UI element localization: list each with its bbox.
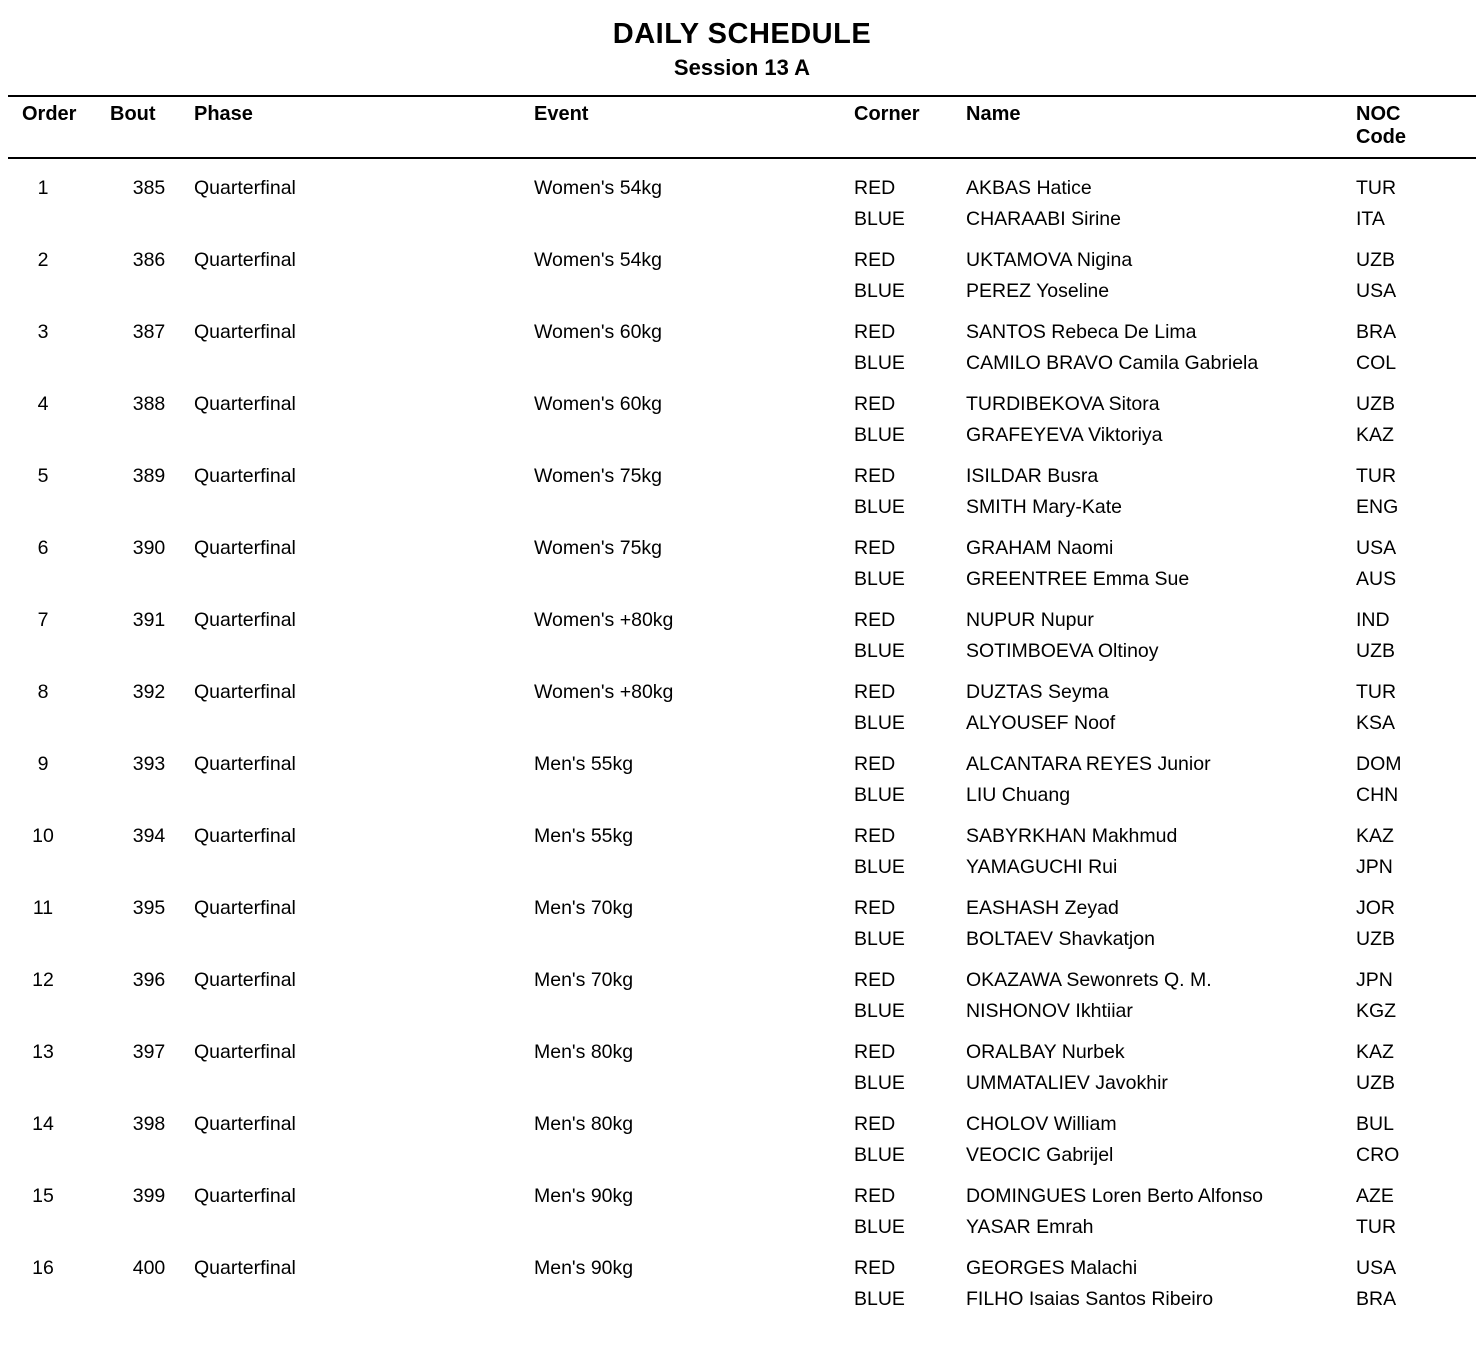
cell-corner <box>854 375 966 447</box>
cell-bout: 400 <box>132 1257 166 1279</box>
table-row <box>8 303 1476 375</box>
corner-red-label: RED <box>854 681 896 703</box>
cell-name <box>966 447 1356 519</box>
cell-order: 12 <box>32 969 54 991</box>
blue-noc-code: CRO <box>1356 1144 1400 1166</box>
cell-corner <box>854 1023 966 1095</box>
red-boxer-name: AKBAS Hatice <box>966 177 1092 199</box>
blue-boxer-name: CHARAABI Sirine <box>966 208 1121 230</box>
corner-blue-label: BLUE <box>854 208 905 230</box>
cell-name <box>966 303 1356 375</box>
cell-noc <box>1356 807 1476 879</box>
red-boxer-name: UKTAMOVA Nigina <box>966 249 1133 271</box>
corner-red-label: RED <box>854 393 896 415</box>
red-boxer-name: EASHASH Zeyad <box>966 897 1119 919</box>
corner-red-label: RED <box>854 1041 896 1063</box>
blue-boxer-name: LIU Chuang <box>966 784 1071 806</box>
red-noc-code: USA <box>1356 1257 1397 1279</box>
table-row <box>8 375 1476 447</box>
cell-noc <box>1356 1239 1476 1311</box>
red-noc-code: IND <box>1356 609 1390 631</box>
corner-blue-label: BLUE <box>854 496 905 518</box>
cell-order: 13 <box>32 1041 54 1063</box>
red-noc-code: JOR <box>1356 897 1395 919</box>
red-boxer-name: SANTOS Rebeca De Lima <box>966 321 1197 343</box>
cell-phase: Quarterfinal <box>194 249 296 271</box>
table-row <box>8 951 1476 1023</box>
red-boxer-name: GRAHAM Naomi <box>966 537 1114 559</box>
cell-noc <box>1356 375 1476 447</box>
blue-noc-code: UZB <box>1356 640 1395 662</box>
cell-event: Men's 70kg <box>534 969 634 991</box>
column-header-event: Event <box>534 96 854 158</box>
noc-header-line2: Code <box>1356 126 1406 148</box>
cell-event: Women's 75kg <box>534 465 663 487</box>
blue-noc-code: BRA <box>1356 1288 1397 1310</box>
cell-name <box>966 1167 1356 1239</box>
cell-phase: Quarterfinal <box>194 753 296 775</box>
cell-noc <box>1356 591 1476 663</box>
table-row <box>8 1023 1476 1095</box>
cell-bout: 396 <box>132 969 166 991</box>
cell-order: 5 <box>37 465 49 487</box>
corner-blue-label: BLUE <box>854 1144 905 1166</box>
cell-event: Men's 90kg <box>534 1185 634 1207</box>
blue-boxer-name: UMMATALIEV Javokhir <box>966 1072 1168 1094</box>
corner-blue-label: BLUE <box>854 928 905 950</box>
blue-boxer-name: SMITH Mary-Kate <box>966 496 1123 518</box>
cell-bout: 398 <box>132 1113 166 1135</box>
red-noc-code: DOM <box>1356 753 1402 775</box>
corner-red-label: RED <box>854 537 896 559</box>
blue-noc-code: JPN <box>1356 856 1393 878</box>
column-header-corner: Corner <box>854 96 966 158</box>
red-boxer-name: OKAZAWA Sewonrets Q. M. <box>966 969 1212 991</box>
blue-boxer-name: YAMAGUCHI Rui <box>966 856 1118 878</box>
table-row <box>8 231 1476 303</box>
cell-phase: Quarterfinal <box>194 609 296 631</box>
cell-corner <box>854 303 966 375</box>
red-noc-code: TUR <box>1356 681 1397 703</box>
cell-corner <box>854 1167 966 1239</box>
blue-noc-code: KGZ <box>1356 1000 1397 1022</box>
cell-phase: Quarterfinal <box>194 681 296 703</box>
cell-event: Women's +80kg <box>534 609 674 631</box>
cell-event: Women's 54kg <box>534 177 663 199</box>
cell-corner <box>854 231 966 303</box>
corner-red-label: RED <box>854 825 896 847</box>
corner-red-label: RED <box>854 1113 896 1135</box>
red-noc-code: JPN <box>1356 969 1393 991</box>
cell-noc <box>1356 158 1476 231</box>
cell-phase: Quarterfinal <box>194 321 296 343</box>
red-boxer-name: ISILDAR Busra <box>966 465 1099 487</box>
cell-phase: Quarterfinal <box>194 537 296 559</box>
cell-noc <box>1356 303 1476 375</box>
red-boxer-name: GEORGES Malachi <box>966 1257 1138 1279</box>
corner-blue-label: BLUE <box>854 784 905 806</box>
cell-corner <box>854 951 966 1023</box>
cell-corner <box>854 447 966 519</box>
red-boxer-name: TURDIBEKOVA Sitora <box>966 393 1160 415</box>
table-body <box>8 158 1476 1311</box>
blue-noc-code: UZB <box>1356 1072 1395 1094</box>
cell-phase: Quarterfinal <box>194 825 296 847</box>
cell-bout: 399 <box>132 1185 166 1207</box>
blue-boxer-name: CAMILO BRAVO Camila Gabriela <box>966 352 1259 374</box>
red-noc-code: BRA <box>1356 321 1397 343</box>
cell-corner <box>854 735 966 807</box>
table-row <box>8 447 1476 519</box>
cell-noc <box>1356 951 1476 1023</box>
cell-bout: 385 <box>132 177 166 199</box>
cell-bout: 390 <box>132 537 166 559</box>
blue-boxer-name: GREENTREE Emma Sue <box>966 568 1190 590</box>
cell-order: 14 <box>32 1113 54 1135</box>
red-boxer-name: DOMINGUES Loren Berto Alfonso <box>966 1185 1263 1207</box>
cell-name <box>966 375 1356 447</box>
red-boxer-name: DUZTAS Seyma <box>966 681 1109 703</box>
red-boxer-name: ALCANTARA REYES Junior <box>966 753 1211 775</box>
corner-red-label: RED <box>854 321 896 343</box>
corner-red-label: RED <box>854 177 896 199</box>
cell-order: 15 <box>32 1185 54 1207</box>
cell-order: 1 <box>37 177 49 199</box>
cell-noc <box>1356 1095 1476 1167</box>
corner-blue-label: BLUE <box>854 280 905 302</box>
corner-red-label: RED <box>854 753 896 775</box>
cell-bout: 392 <box>132 681 166 703</box>
table-row <box>8 591 1476 663</box>
cell-phase: Quarterfinal <box>194 969 296 991</box>
cell-event: Women's 75kg <box>534 537 663 559</box>
corner-blue-label: BLUE <box>854 1216 905 1238</box>
cell-phase: Quarterfinal <box>194 897 296 919</box>
cell-name <box>966 231 1356 303</box>
corner-blue-label: BLUE <box>854 640 905 662</box>
corner-blue-label: BLUE <box>854 424 905 446</box>
cell-event: Women's +80kg <box>534 681 674 703</box>
cell-bout: 394 <box>132 825 166 847</box>
schedule-table <box>8 95 1476 1311</box>
cell-corner <box>854 1095 966 1167</box>
column-header-order: Order <box>8 96 104 158</box>
red-boxer-name: SABYRKHAN Makhmud <box>966 825 1178 847</box>
cell-phase: Quarterfinal <box>194 1041 296 1063</box>
column-header-bout: Bout <box>104 96 194 158</box>
red-noc-code: UZB <box>1356 249 1395 271</box>
cell-order: 10 <box>32 825 54 847</box>
red-noc-code: TUR <box>1356 465 1397 487</box>
corner-red-label: RED <box>854 897 896 919</box>
cell-corner <box>854 591 966 663</box>
cell-noc <box>1356 735 1476 807</box>
table-row <box>8 807 1476 879</box>
cell-name <box>966 1239 1356 1311</box>
cell-noc <box>1356 1167 1476 1239</box>
cell-order: 16 <box>32 1257 54 1279</box>
corner-blue-label: BLUE <box>854 1072 905 1094</box>
blue-noc-code: CHN <box>1356 784 1399 806</box>
cell-name <box>966 663 1356 735</box>
cell-bout: 395 <box>132 897 166 919</box>
corner-red-label: RED <box>854 1257 896 1279</box>
blue-boxer-name: BOLTAEV Shavkatjon <box>966 928 1155 950</box>
cell-corner <box>854 1239 966 1311</box>
cell-noc <box>1356 447 1476 519</box>
cell-name <box>966 879 1356 951</box>
cell-event: Men's 90kg <box>534 1257 634 1279</box>
cell-event: Men's 55kg <box>534 825 634 847</box>
cell-order: 11 <box>32 897 54 919</box>
blue-noc-code: ITA <box>1356 208 1385 230</box>
cell-event: Women's 60kg <box>534 393 663 415</box>
cell-name <box>966 519 1356 591</box>
cell-bout: 387 <box>132 321 166 343</box>
header-row <box>8 96 1476 158</box>
blue-boxer-name: ALYOUSEF Noof <box>966 712 1116 734</box>
blue-boxer-name: VEOCIC Gabrijel <box>966 1144 1114 1166</box>
red-noc-code: KAZ <box>1356 825 1394 847</box>
table-row <box>8 1095 1476 1167</box>
cell-phase: Quarterfinal <box>194 393 296 415</box>
cell-event: Men's 80kg <box>534 1113 634 1135</box>
column-header-phase: Phase <box>194 96 534 158</box>
table-row <box>8 1167 1476 1239</box>
cell-bout: 397 <box>132 1041 166 1063</box>
cell-name <box>966 1095 1356 1167</box>
cell-corner <box>854 663 966 735</box>
corner-blue-label: BLUE <box>854 352 905 374</box>
cell-order: 9 <box>37 753 49 775</box>
red-boxer-name: ORALBAY Nurbek <box>966 1041 1125 1063</box>
cell-name <box>966 735 1356 807</box>
corner-red-label: RED <box>854 249 896 271</box>
table-row <box>8 663 1476 735</box>
page-title: DAILY SCHEDULE <box>612 18 872 50</box>
cell-order: 6 <box>37 537 49 559</box>
cell-event: Men's 55kg <box>534 753 634 775</box>
corner-blue-label: BLUE <box>854 1000 905 1022</box>
cell-bout: 388 <box>132 393 166 415</box>
blue-noc-code: AUS <box>1356 568 1397 590</box>
blue-noc-code: ENG <box>1356 496 1399 518</box>
table-row <box>8 879 1476 951</box>
blue-noc-code: USA <box>1356 280 1397 302</box>
blue-noc-code: KAZ <box>1356 424 1394 446</box>
blue-noc-code: COL <box>1356 352 1397 374</box>
cell-phase: Quarterfinal <box>194 177 296 199</box>
blue-boxer-name: SOTIMBOEVA Oltinoy <box>966 640 1159 662</box>
cell-name <box>966 807 1356 879</box>
cell-noc <box>1356 1023 1476 1095</box>
cell-name <box>966 591 1356 663</box>
cell-name <box>966 951 1356 1023</box>
blue-boxer-name: GRAFEYEVA Viktoriya <box>966 424 1163 446</box>
blue-boxer-name: YASAR Emrah <box>966 1216 1094 1238</box>
cell-phase: Quarterfinal <box>194 1257 296 1279</box>
column-header-noc-code <box>1356 96 1476 158</box>
corner-blue-label: BLUE <box>854 568 905 590</box>
corner-red-label: RED <box>854 969 896 991</box>
cell-name <box>966 158 1356 231</box>
red-boxer-name: CHOLOV William <box>966 1113 1117 1135</box>
cell-corner <box>854 807 966 879</box>
blue-boxer-name: NISHONOV Ikhtiiar <box>966 1000 1133 1022</box>
red-noc-code: BUL <box>1356 1113 1394 1135</box>
cell-phase: Quarterfinal <box>194 1185 296 1207</box>
blue-boxer-name: FILHO Isaias Santos Ribeiro <box>966 1288 1214 1310</box>
table-row <box>8 1239 1476 1311</box>
cell-name <box>966 1023 1356 1095</box>
corner-red-label: RED <box>854 1185 896 1207</box>
cell-noc <box>1356 231 1476 303</box>
cell-order: 7 <box>37 609 49 631</box>
cell-noc <box>1356 879 1476 951</box>
column-header-name: Name <box>966 96 1356 158</box>
red-noc-code: AZE <box>1356 1185 1394 1207</box>
cell-order: 8 <box>37 681 49 703</box>
cell-event: Women's 54kg <box>534 249 663 271</box>
red-noc-code: TUR <box>1356 177 1397 199</box>
cell-event: Men's 70kg <box>534 897 634 919</box>
corner-red-label: RED <box>854 609 896 631</box>
cell-event: Women's 60kg <box>534 321 663 343</box>
red-noc-code: UZB <box>1356 393 1395 415</box>
red-noc-code: KAZ <box>1356 1041 1394 1063</box>
cell-bout: 393 <box>132 753 166 775</box>
cell-order: 3 <box>37 321 49 343</box>
red-noc-code: USA <box>1356 537 1397 559</box>
blue-noc-code: TUR <box>1356 1216 1397 1238</box>
cell-corner <box>854 519 966 591</box>
table-row <box>8 158 1476 231</box>
cell-phase: Quarterfinal <box>194 1113 296 1135</box>
corner-blue-label: BLUE <box>854 1288 905 1310</box>
table-header <box>8 96 1476 158</box>
blue-boxer-name: PEREZ Yoseline <box>966 280 1110 302</box>
cell-phase: Quarterfinal <box>194 465 296 487</box>
noc-header-line1: NOC <box>1356 103 1401 125</box>
cell-corner <box>854 879 966 951</box>
session-subtitle: Session 13 A <box>673 55 811 80</box>
cell-event: Men's 80kg <box>534 1041 634 1063</box>
cell-order: 2 <box>37 249 49 271</box>
corner-red-label: RED <box>854 465 896 487</box>
corner-blue-label: BLUE <box>854 712 905 734</box>
cell-noc <box>1356 663 1476 735</box>
table-row <box>8 735 1476 807</box>
blue-noc-code: UZB <box>1356 928 1395 950</box>
red-boxer-name: NUPUR Nupur <box>966 609 1094 631</box>
table-row <box>8 519 1476 591</box>
cell-noc <box>1356 519 1476 591</box>
cell-corner <box>854 158 966 231</box>
cell-order: 4 <box>37 393 49 415</box>
blue-noc-code: KSA <box>1356 712 1396 734</box>
cell-bout: 391 <box>132 609 166 631</box>
cell-bout: 386 <box>132 249 166 271</box>
cell-bout: 389 <box>132 465 166 487</box>
corner-blue-label: BLUE <box>854 856 905 878</box>
